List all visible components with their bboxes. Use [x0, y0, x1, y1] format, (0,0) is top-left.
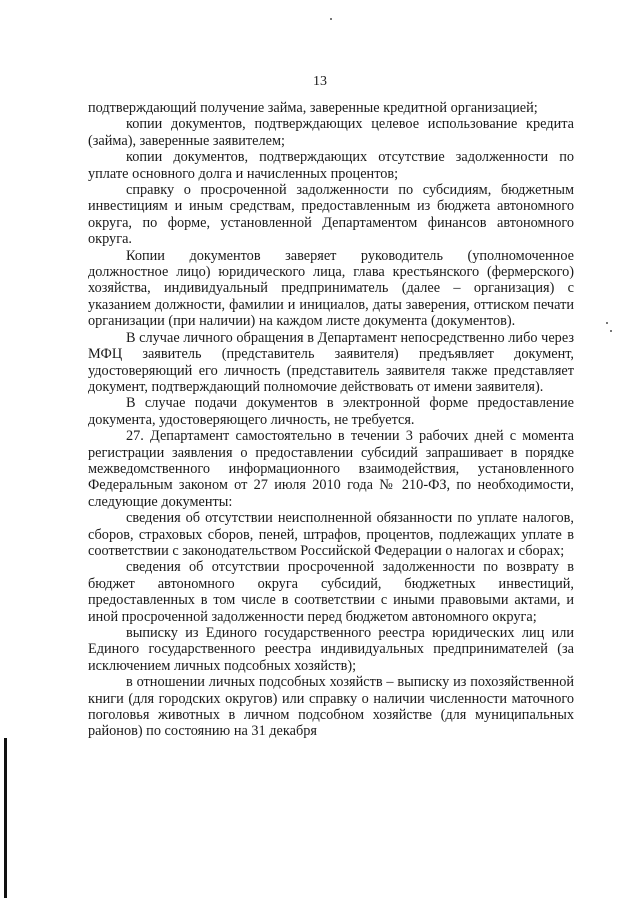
- paragraph: подтверждающий получение займа, заверенные кредитной организацией;: [88, 100, 538, 116]
- paragraph: в отношении личных подсобных хозяйств – выписку из похозяйственной книги (для городских округов) или справку о наличии численности маточного поголовья животных в личном подсобном хозяйстве (для муниципальных районов) по состоянию на 31 декабря: [88, 674, 574, 740]
- paragraph: выписку из Единого государственного реестра юридических лиц или Единого государственного реестра индивидуальных предпринимателей (за исключением личных подсобных хозяйств);: [88, 625, 574, 674]
- paragraph: Копии документов заверяет руководитель (уполномоченное должностное лицо) юридического лица, глава крестьянского (фермерского) хозяйства, индивидуальный предприниматель (далее – организация) с указанием должности, фамилии и инициалов, даты заверения, оттиском печати организации (при наличии) на каждом листе документа (документов).: [88, 247, 574, 330]
- paragraph: сведения об отсутствии неисполненной обязанности по уплате налогов, сборов, страховых сборов, пеней, штрафов, процентов, подлежащих уплате в соответствии с законодательством Российской Федерации о налогах и сборах;: [88, 510, 574, 559]
- paragraph: копии документов, подтверждающих отсутствие задолженности по уплате основного долга и начисленных процентов;: [88, 149, 574, 182]
- paragraph: копии документов, подтверждающих целевое использование кредита (займа), заверенные заявителем;: [88, 116, 574, 149]
- paragraph: В случае личного обращения в Департамент непосредственно либо через МФЦ заявитель (представитель заявителя) предъявляет документ, удостоверяющий его личность (представитель заявителя также представляет документ, подтверждающий полномочие действовать от имени заявителя).: [88, 329, 574, 395]
- paragraph: справку о просроченной задолженности по субсидиям, бюджетным инвестициям и иным средствам, предоставленным из бюджета автономного округа, по форме, установленной Департаментом финансов автономного округа.: [88, 182, 574, 248]
- document-body: [88, 100, 574, 740]
- paragraph: 27. Департамент самостоятельно в течении 3 рабочих дней с момента регистрации заявления о предоставлении субсидий запрашивает в порядке межведомственного информационного взаимодействия, установленного Федеральным законом от 27 июля 2010 года № 210-ФЗ, по необходимости, следующие документы:: [88, 428, 574, 510]
- scan-margin-bar: [4, 738, 7, 898]
- paragraph: В случае подачи документов в электронной форме предоставление документа, удостоверяющего личность, не требуется.: [88, 395, 574, 428]
- paragraph: сведения об отсутствии просроченной задолженности по возврату в бюджет автономного округа субсидий, бюджетных инвестиций, предоставленных в том числе в соответствии с иными правовыми актами, и иной просроченной задолженности перед бюджетом автономного округа;: [88, 559, 574, 625]
- scan-speck: [330, 18, 332, 20]
- scan-speck: [610, 330, 612, 332]
- scan-speck: [606, 322, 608, 324]
- page-number: 13: [313, 74, 327, 89]
